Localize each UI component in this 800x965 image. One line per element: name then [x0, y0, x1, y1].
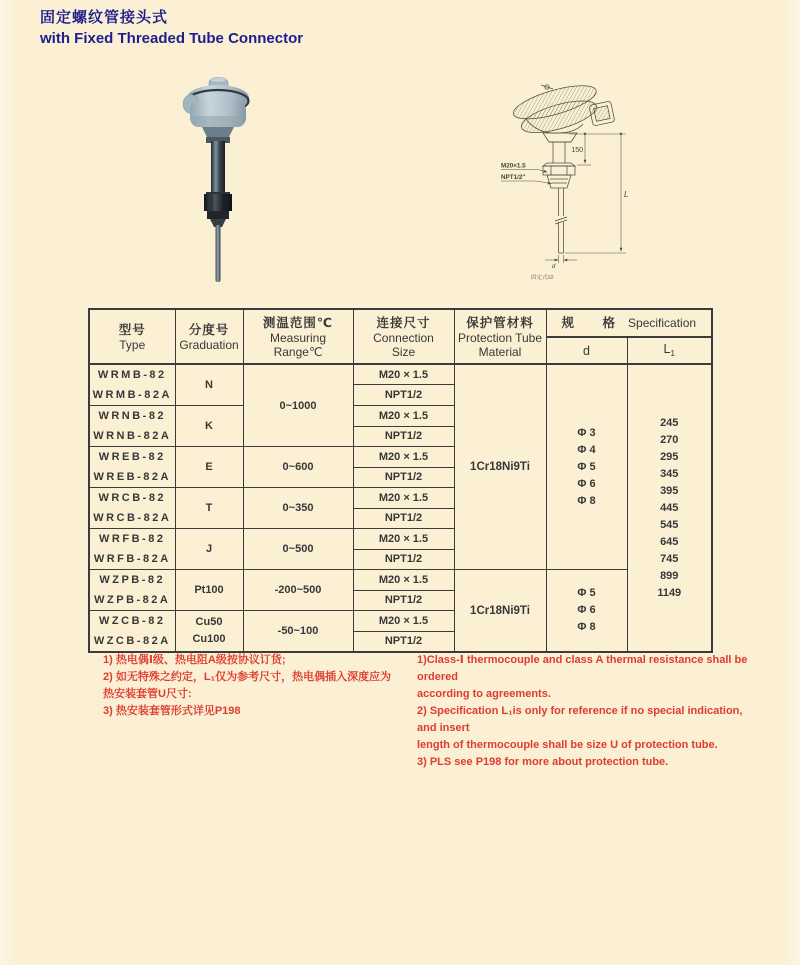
col-header-l1: $L_1$: [627, 337, 712, 364]
graduation-cell: E: [175, 447, 243, 488]
col-header-type: 型号 Type: [89, 309, 175, 364]
connection-cell: NPT1/2: [353, 549, 454, 570]
connection-cell: M20 × 1.5: [353, 570, 454, 591]
connection-cell: NPT1/2: [353, 590, 454, 611]
connection-cell: M20 × 1.5: [353, 364, 454, 385]
head-outline: [510, 79, 615, 253]
dim-150-label: 150: [571, 147, 583, 154]
range-cell: 0~1000: [243, 364, 353, 447]
connection-cell: M20 × 1.5: [353, 611, 454, 632]
connection-cell: M20 × 1.5: [353, 529, 454, 550]
graduation-cell: K: [175, 406, 243, 447]
graduation-cell: T: [175, 488, 243, 529]
type-cell: WZCB-82 WZCB-82A: [89, 611, 175, 653]
connection-cell: NPT1/2: [353, 385, 454, 406]
technical-drawing: [495, 76, 675, 290]
notes-chinese: 1) 热电偶Ⅰ级、热电阻A级按协议订货; 2) 如无特殊之约定，L₁仅为参考尺寸，热电偶插入深度应为 热安装套管U尺寸: 3) 热安装套管形式详见P198: [103, 654, 392, 717]
type-cell: WZPB-82 WZPB-82A: [89, 570, 175, 611]
connection-cell: M20 × 1.5: [353, 447, 454, 468]
col-header-d: d: [546, 337, 627, 364]
page-header: [40, 7, 303, 50]
drawing-caption: 固定式02: [531, 275, 554, 281]
type-cell: WRCB-82 WRCB-82A: [89, 488, 175, 529]
product-photo: [150, 75, 300, 295]
connection-cell: M20 × 1.5: [353, 488, 454, 509]
type-cell: WRMB-82 WRMB-82A: [89, 364, 175, 406]
col-header-connection: 连接尺寸 Connection Size: [353, 309, 454, 364]
graduation-cell: J: [175, 529, 243, 570]
hex-nut-outline: [543, 163, 575, 166]
thermocouple-head: [183, 77, 249, 127]
neck-tube: [202, 127, 234, 194]
diameter-cell: Φ 3 Φ 4 Φ 5 Φ 6 Φ 8: [546, 364, 627, 570]
dim-l-label: L: [624, 190, 629, 199]
type-cell: WREB-82 WREB-82A: [89, 447, 175, 488]
diameter-cell: Φ 5 Φ 6 Φ 8: [546, 570, 627, 653]
table-row: [89, 364, 712, 385]
range-cell: 0~500: [243, 529, 353, 570]
range-cell: -200~500: [243, 570, 353, 611]
type-cell: WRNB-82 WRNB-82A: [89, 406, 175, 447]
col-header-range: 测温范围℃ Measuring Range℃: [243, 309, 353, 364]
probe-sheath: [216, 225, 221, 282]
col-header-graduation: 分度号 Graduation: [175, 309, 243, 364]
thread-label-npt: NPT1/2″: [501, 174, 526, 181]
graduation-cell: N: [175, 364, 243, 406]
range-cell: -50~100: [243, 611, 353, 653]
spec-table: [88, 308, 713, 653]
dim-d-label: d: [552, 264, 556, 270]
page-title-en: with Fixed Threaded Tube Connector: [40, 30, 304, 47]
connection-cell: NPT1/2: [353, 426, 454, 447]
dimension-labels: [501, 147, 628, 281]
range-cell: 0~350: [243, 488, 353, 529]
connection-cell: M20 × 1.5: [353, 406, 454, 427]
thread-outline: [547, 175, 571, 188]
connection-cell: NPT1/2: [353, 467, 454, 488]
page-title-zh: 固定螺纹管接头式: [40, 9, 169, 26]
connection-cell: NPT1/2: [353, 631, 454, 652]
graduation-cell: Pt100: [175, 570, 243, 611]
graduation-cell: Cu50 Cu100: [175, 611, 243, 653]
material-cell: 1Cr18Ni9Ti: [454, 570, 546, 653]
material-cell: 1Cr18Ni9Ti: [454, 364, 546, 570]
notes-english: 1)Class-Ⅰ thermocouple and class A thermal resistance shall be ordered according to agreements. 2) Specification L₁is only for reference if no special indication, and insert length of thermocouple shall be size U of protection tube. 3) PLS see P198 for more about protection tube.: [417, 654, 748, 768]
thread-label-m20: M20×1.5: [501, 162, 526, 170]
col-header-protection: 保护管材料 Protection Tube Material: [454, 309, 546, 364]
range-cell: 0~600: [243, 447, 353, 488]
type-cell: WRFB-82 WRFB-82A: [89, 529, 175, 570]
col-header-specification: 规 格 Specification: [546, 309, 712, 337]
hex-fitting: [204, 192, 232, 227]
table-row: [89, 570, 712, 591]
probe-outline: [555, 188, 567, 253]
connection-cell: NPT1/2: [353, 508, 454, 529]
length-cell: 245 270 295 345 395 445 545 645 745 899 1149: [627, 364, 712, 652]
